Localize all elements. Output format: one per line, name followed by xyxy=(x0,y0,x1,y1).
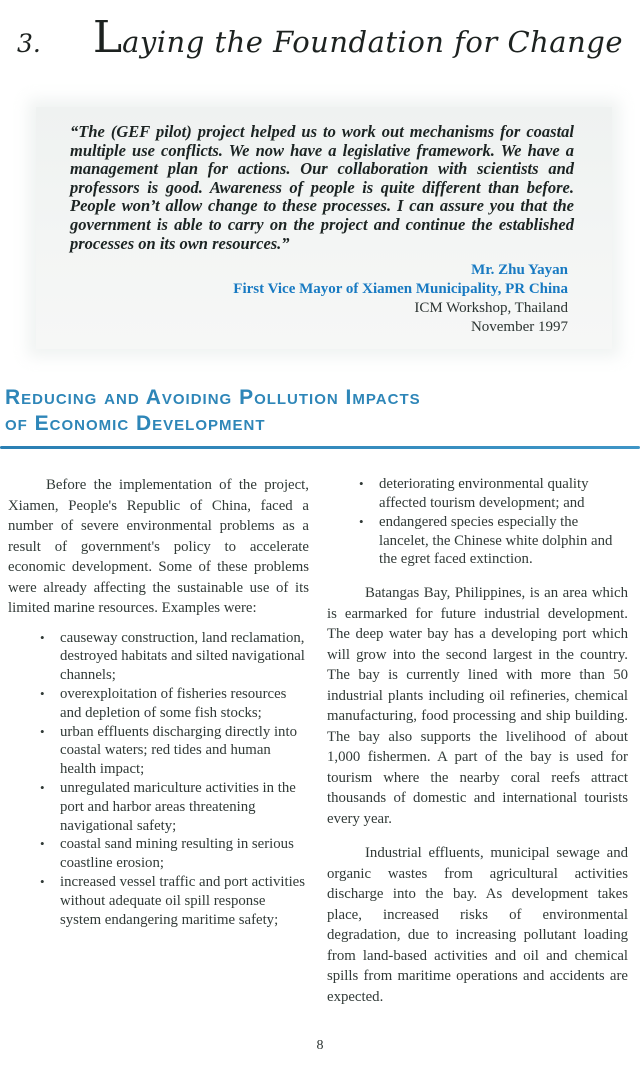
list-item: • deteriorating environmental quality affected tourism development; and xyxy=(355,475,628,513)
chapter-header xyxy=(0,12,640,63)
section-heading-line1: Reducing and Avoiding Pollution Impacts xyxy=(5,386,421,410)
list-item: • causeway construction, land reclamation, destroyed habitats and silted navigational channels; xyxy=(36,629,309,685)
attribution-title: First Vice Mayor of Xiamen Municipality, PR China xyxy=(233,281,568,298)
list-item: • overexploitation of fisheries resources and depletion of some fish stocks; xyxy=(36,685,309,723)
bullet-list xyxy=(327,475,628,569)
section-heading-line2: of Economic Development xyxy=(5,412,266,436)
document-page xyxy=(0,12,640,1068)
attribution-date: November 1997 xyxy=(470,319,568,336)
section-divider xyxy=(0,446,640,449)
section-heading xyxy=(5,385,640,437)
quote-text: “The (GEF pilot) project helped us to work out mechanisms for coastal multiple use conflicts. We now have a legislative framework. We have a management plan for actions. Our collaboration with scientists and professors is good. Awareness of people is quite different than before. People won’t allow change to these processes. I can assure you that the government is able to carry on the project and continue the established processes on its own resources.” xyxy=(70,122,574,253)
body-paragraph: Industrial effluents, municipal sewage and organic wastes from agricultural activities discharge into the bay. As development takes place, increased risks of environmental degradation, due to increasing pollutant loading from land-based activities and oil and chemical spills from maritime operations and accidents are expected. xyxy=(327,845,628,1005)
chapter-title-initial: L xyxy=(92,12,123,63)
pull-quote-box xyxy=(36,107,612,349)
attribution-name: Mr. Zhu Yayan xyxy=(471,262,568,279)
chapter-title-rest: aying the Foundation for Change xyxy=(122,25,624,59)
bullet-list xyxy=(8,629,309,930)
list-item: • coastal sand mining resulting in serious coastline erosion; xyxy=(36,835,309,873)
attribution-event: ICM Workshop, Thailand xyxy=(414,300,568,317)
chapter-number: 3. xyxy=(16,29,41,58)
list-item: • unregulated mariculture activities in the port and harbor areas threatening navigational safety; xyxy=(36,779,309,835)
body-paragraph: Before the implementation of the project, Xiamen, People's Republic of China, faced a number of severe environmental problems as a result of government's policy to accelerate economic development. Some of these problems were already affecting the sustainable use of its limited marine resources. Examples were: xyxy=(8,477,309,617)
body-columns xyxy=(8,475,632,1007)
quote-attribution xyxy=(70,261,574,337)
right-column xyxy=(327,475,628,1007)
body-paragraph: Batangas Bay, Philippines, is an area which is earmarked for future industrial development. The deep water bay has a developing port which will grow into the second largest in the country. The bay is currently lined with more than 50 industrial plants including oil refineries, chemical manufacturing, food processing and ship building. The bay also supports the livelihood of about 1,000 fishermen. A part of the bay is used for tourism where the nearby coral reefs attract thousands of domestic and international tourists every year. xyxy=(327,585,628,827)
list-item: • urban effluents discharging directly into coastal waters; red tides and human health impact; xyxy=(36,723,309,779)
list-item: • increased vessel traffic and port activities without adequate oil spill response system endangering maritime safety; xyxy=(36,873,309,929)
left-column xyxy=(8,475,309,1007)
chapter-title xyxy=(93,12,623,63)
page-number: 8 xyxy=(316,1038,324,1053)
list-item: • endangered species especially the lancelet, the Chinese white dolphin and the egret faced extinction. xyxy=(355,513,628,569)
